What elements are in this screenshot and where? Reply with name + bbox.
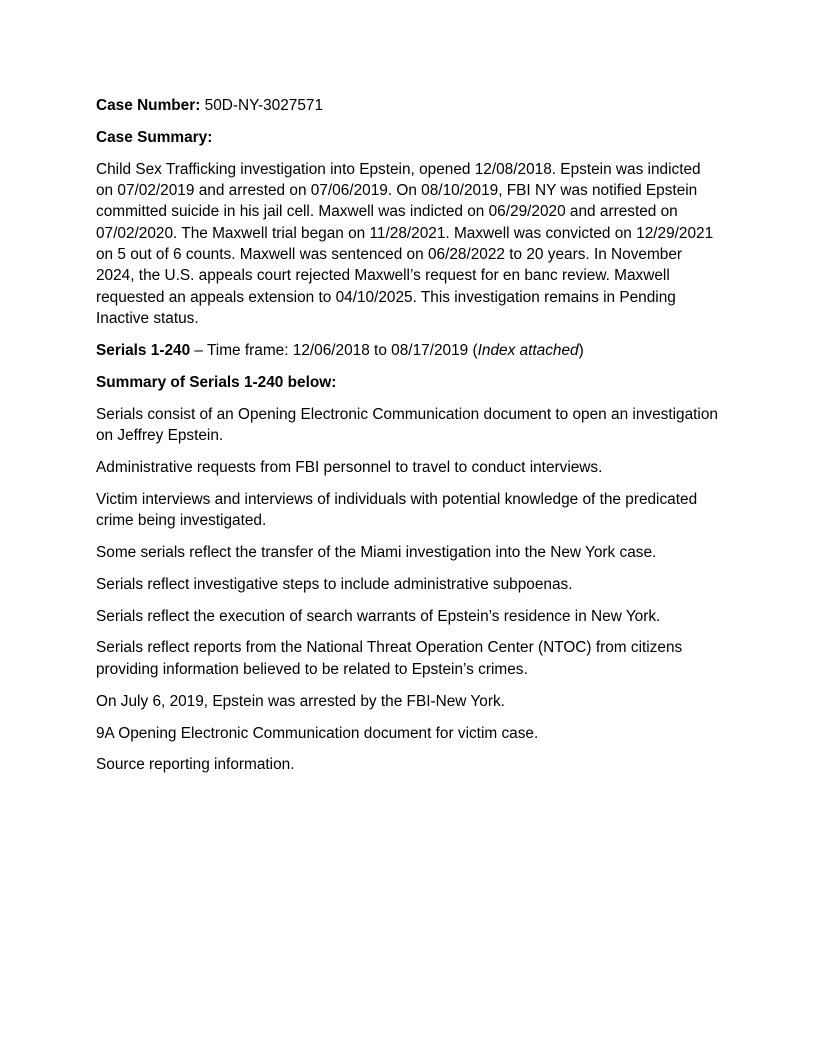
summary-item-6: Serials reflect the execution of search warrants of Epstein’s residence in New York. xyxy=(96,607,661,625)
serials-timeframe: – Time frame: 12/06/2018 to 08/17/2019 ( xyxy=(190,341,478,359)
case-summary-heading: Case Summary: xyxy=(96,128,213,146)
case-number-label: Case Number: xyxy=(96,97,201,114)
serials-line xyxy=(96,340,720,361)
case-number-value: 50D-NY-3027571 xyxy=(200,97,324,114)
summary-item-8: On July 6, 2019, Epstein was arrested by the FBI-New York. xyxy=(96,692,505,710)
summary-item-5: Serials reflect investigative steps to include administrative subpoenas. xyxy=(96,575,573,593)
summary-item-9: 9A Opening Electronic Communication document for victim case. xyxy=(96,724,539,742)
summary-item-4: Some serials reflect the transfer of the Miami investigation into the New York case. xyxy=(96,543,657,561)
summary-item-3: Victim interviews and interviews of individuals with potential knowledge of the predicated crime being investigated. xyxy=(96,490,698,529)
case-number-line xyxy=(96,95,720,116)
serials-index-note: Index attached xyxy=(477,341,579,359)
summary-item-2: Administrative requests from FBI personnel to travel to conduct interviews. xyxy=(96,458,603,476)
summary-item-7: Serials reflect reports from the National Threat Operation Center (NTOC) from citizens providing information believed to be related to Epstein’s crimes. xyxy=(96,639,683,678)
document-page xyxy=(96,95,720,786)
summary-item-1: Serials consist of an Opening Electronic Communication document to open an investigation on Jeffrey Epstein. xyxy=(96,405,718,444)
serials-close-paren: ) xyxy=(578,341,584,359)
summary-item-10: Source reporting information. xyxy=(96,756,295,774)
summary-heading: Summary of Serials 1-240 below: xyxy=(96,373,337,391)
case-summary-text: Child Sex Trafficking investigation into Epstein, opened 12/08/2018. Epstein was indicted on 07/02/2019 and arrested on 07/06/2019. On 08/10/2019, FBI NY was notified Epstein committed suicide in his jail cell. Maxwell was indicted on 06/29/2020 and arrested on 07/02/2020. The Maxwell trial began on 11/28/2021. Maxwell was convicted on 12/29/2021 on 5 out of 6 counts. Maxwell was sentenced on 06/28/2022 to 20 years. In November 2024, the U.S. appeals court rejected Maxwell’s request for en banc review. Maxwell requested an appeals extension to 04/10/2025. This investigation remains in Pending Inactive status. xyxy=(96,160,714,327)
serials-label: Serials 1-240 xyxy=(96,341,191,359)
